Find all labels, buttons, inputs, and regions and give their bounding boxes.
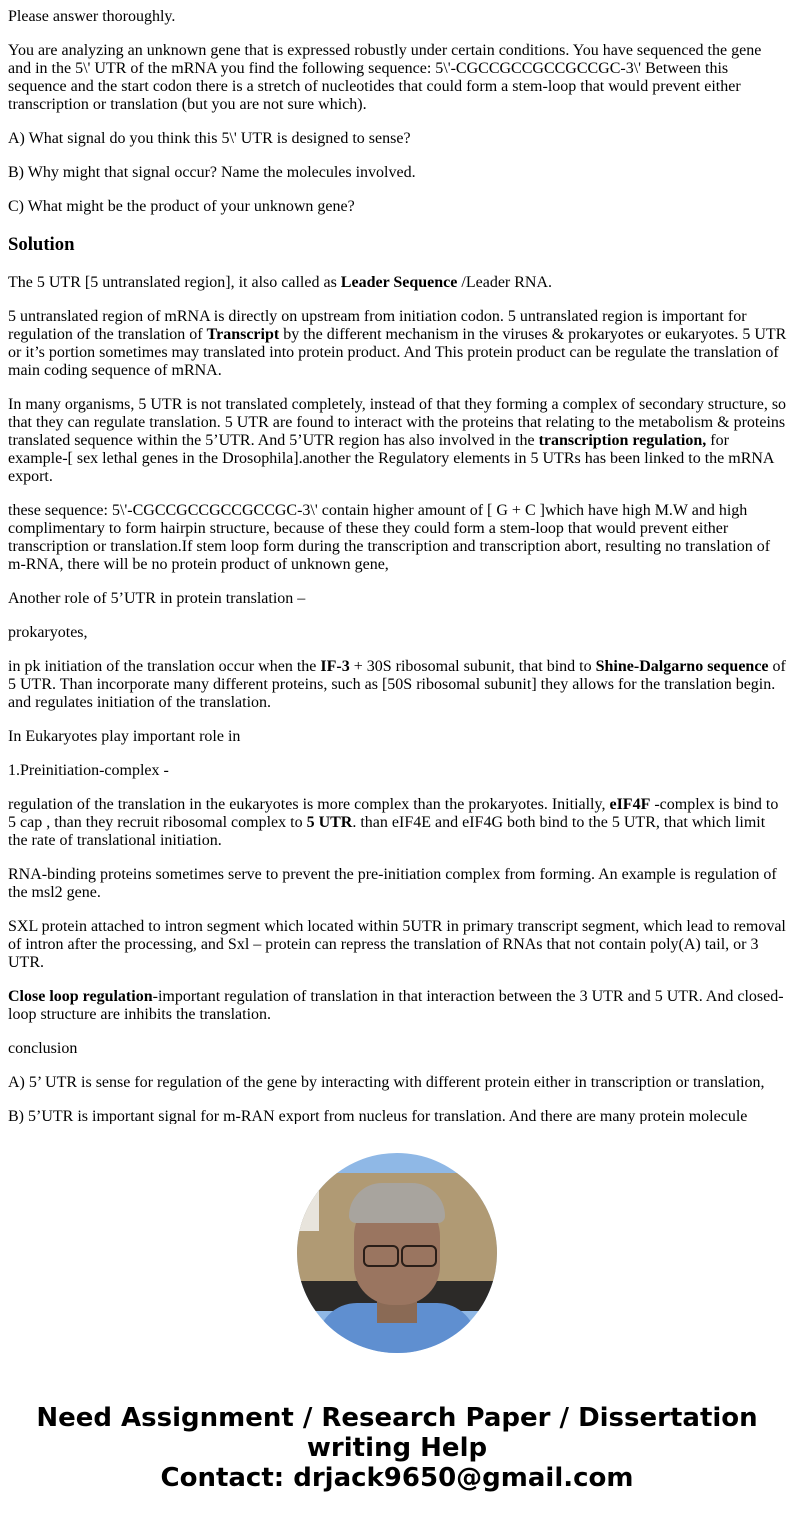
- text-span: in pk initiation of the translation occur when the: [8, 658, 321, 675]
- bold-term: eIF4F: [609, 796, 651, 813]
- question-part-a: A) What signal do you think this 5\' UTR is designed to sense?: [8, 130, 411, 147]
- bold-term: Leader Sequence: [340, 274, 458, 291]
- solution-paragraph: B) 5’UTR is important signal for m-RAN export from nucleus for translation. And there are many protein molecule: [8, 1108, 748, 1124]
- bold-term: Transcript: [206, 326, 280, 343]
- question-part-c: C) What might be the product of your unknown gene?: [8, 198, 355, 215]
- solution-paragraph: A) 5’ UTR is sense for regulation of the gene by interacting with different protein either in transcription or translation,: [8, 1074, 765, 1091]
- solution-paragraph: SXL protein attached to intron segment which located within 5UTR in primary transcript segment, which lead to removal of intron after the processing, and Sxl – protein can repress the translation of RNAs that not contain poly(A) tail, or 3 UTR.: [8, 918, 786, 971]
- solution-paragraph: RNA-binding proteins sometimes serve to prevent the pre-initiation complex from forming. An example is regulation of the msl2 gene.: [8, 866, 777, 901]
- text-span: by the different mechanism in the viruses & prokaryotes or eukaryotes. 5 UTR or it’s portion sometimes may translated into protein product. And This protein product can be regulate the translation of main coding sequence of mRNA.: [8, 326, 787, 379]
- bold-term: 5 UTR: [306, 814, 353, 831]
- bold-term: Shine-Dalgarno sequence: [595, 658, 769, 675]
- text-span: 5 untranslated region of mRNA is directly on upstream from initiation codon. 5 untranslated region is important for regulation of the translation of: [8, 308, 747, 343]
- bold-term: Close loop regulation: [8, 988, 153, 1005]
- photo-background-switchboard: [297, 1191, 319, 1231]
- text-span: /Leader RNA.: [457, 274, 553, 291]
- solution-paragraph: 1.Preinitiation-complex -: [8, 762, 169, 779]
- question-intro: Please answer thoroughly.: [8, 8, 176, 25]
- solution-paragraph: [8, 796, 788, 850]
- text-span: of 5 UTR. Than incorporate many different proteins, such as [50S ribosomal subunit] they allows for the translation begin. and regulates initiation of the translation.: [8, 658, 786, 711]
- banner-headline: Need Assignment / Research Paper / Dissertation writing Help: [36, 1403, 758, 1463]
- text-span: In many organisms, 5 UTR is not translated completely, instead of that they forming a complex of secondary structure, so that they can regulate translation. 5 UTR are found to interact with the proteins that relating to the metabolism & proteins translated sequence within the 5’UTR. And 5’UTR region has also involved in the: [8, 396, 787, 449]
- photo-hair: [349, 1183, 445, 1223]
- bold-term: IF-3: [320, 658, 350, 675]
- glasses-icon: [359, 1245, 437, 1265]
- solution-paragraph: [8, 274, 788, 292]
- text-span: The 5 UTR [5 untranslated region], it also called as: [8, 274, 341, 291]
- solution-paragraph: prokaryotes,: [8, 624, 88, 641]
- text-span: -complex is bind to 5 cap , than they recruit ribosomal complex to: [8, 796, 779, 831]
- text-span: for example-[ sex lethal genes in the Drosophila].another the Regulatory elements in 5 UTRs has been linked to the mRNA export.: [8, 432, 774, 485]
- solution-paragraph: [8, 396, 788, 486]
- solution-paragraph: In Eukaryotes play important role in: [8, 728, 241, 745]
- author-avatar: [297, 1153, 497, 1353]
- document-content: [8, 0, 788, 1124]
- question-body: You are analyzing an unknown gene that is expressed robustly under certain conditions. You have sequenced the gene and in the 5\' UTR of the mRNA you find the following sequence: 5\'-CGCCGCCGCCGCCGC-3\' Between this sequence and the start codon there is a stretch of nucleotides that could form a stem-loop that would prevent either transcription or translation (but you are not sure which).: [8, 42, 762, 113]
- solution-paragraph: [8, 988, 788, 1024]
- solution-heading: Solution: [8, 234, 75, 255]
- text-span: regulation of the translation in the eukaryotes is more complex than the prokaryotes. Initially,: [8, 796, 610, 813]
- question-part-b: B) Why might that signal occur? Name the molecules involved.: [8, 164, 416, 181]
- solution-paragraph: these sequence: 5\'-CGCCGCCGCCGCCGC-3\' contain higher amount of [ G + C ]which have high M.W and high complimentary to form hairpin structure, because of these they could form a stem-loop that would prevent either transcription or translation.If stem loop form during the transcription and transcription abort, resulting no translation of m-RNA, there will be no protein product of unknown gene,: [8, 502, 771, 573]
- solution-paragraph: Another role of 5’UTR in protein translation –: [8, 590, 306, 607]
- solution-paragraph: conclusion: [8, 1040, 78, 1057]
- bold-term: transcription regulation,: [538, 432, 707, 449]
- text-span: . than eIF4E and eIF4G both bind to the 5 UTR, that which limit the rate of translational initiation.: [8, 814, 766, 849]
- text-span: -important regulation of translation in that interaction between the 3 UTR and 5 UTR. And closed-loop structure are inhibits the translation.: [8, 988, 784, 1023]
- solution-paragraph: [8, 658, 788, 712]
- author-photo: [297, 1153, 497, 1353]
- banner-contact-email: Contact: drjack9650@gmail.com: [160, 1463, 634, 1493]
- contact-banner: [0, 1403, 794, 1493]
- text-span: + 30S ribosomal subunit, that bind to: [349, 658, 596, 675]
- solution-paragraph: [8, 308, 788, 380]
